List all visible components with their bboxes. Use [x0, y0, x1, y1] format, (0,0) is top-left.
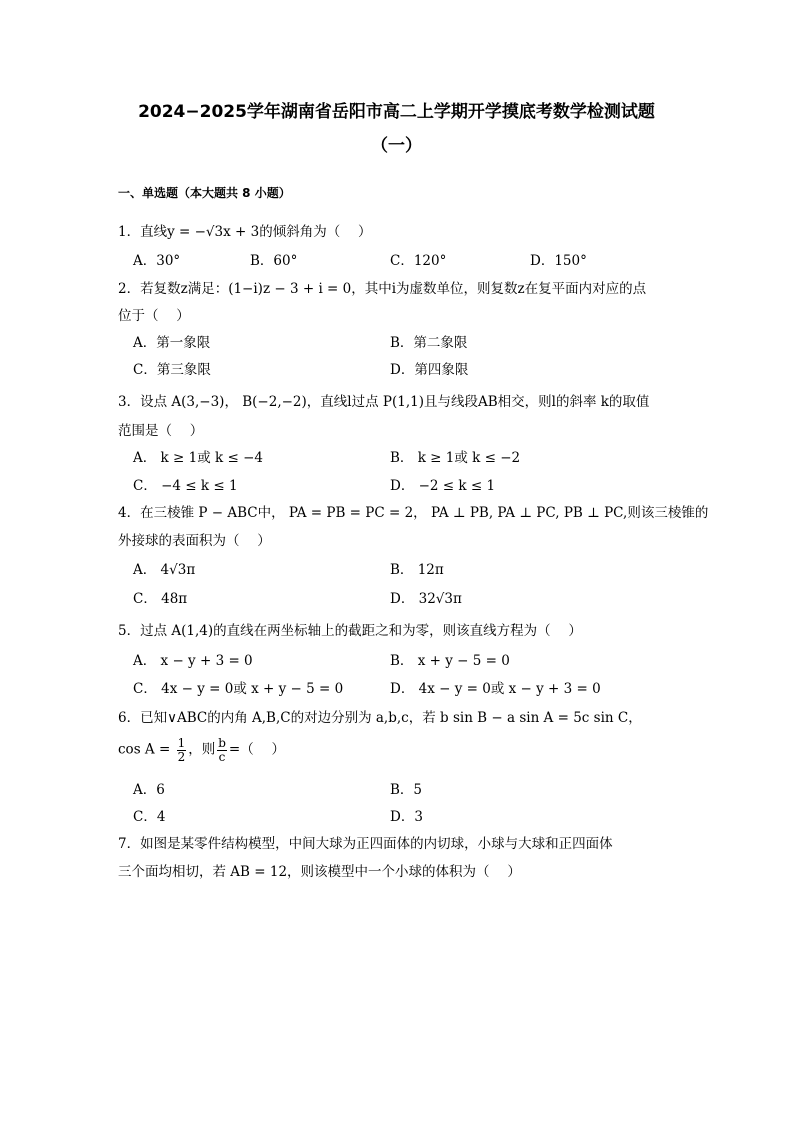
question-1-text: 1．直线y = −√3x + 3的倾斜角为（ ） [118, 224, 372, 240]
question-6-option-a[interactable]: A．6 [133, 782, 165, 798]
question-2-text-cont: 位于（ ） [118, 308, 190, 324]
question-3-option-a[interactable]: A． k ≥ 1或 k ≤ −4 [133, 450, 263, 466]
question-5-text: 5．过点 A(1,4)的直线在两坐标轴上的截距之和为零，则该直线方程为（ ） [118, 623, 582, 639]
cos-label: cos A = [118, 741, 171, 758]
question-3-option-c[interactable]: C． −4 ≤ k ≤ 1 [133, 478, 238, 494]
question-5-option-c[interactable]: C． 4x − y = 0或 x + y − 5 = 0 [133, 681, 344, 697]
fraction-b-over-c [217, 737, 227, 763]
question-3-option-b[interactable]: B． k ≥ 1或 k ≤ −2 [390, 450, 521, 466]
question-5-option-a[interactable]: A． x − y + 3 = 0 [133, 653, 253, 669]
then-label: ，则 [188, 741, 216, 758]
question-7-text-cont: 三个面均相切，若 AB = 12，则该模型中一个小球的体积为（ ） [118, 864, 521, 880]
question-4-option-b[interactable]: B． 12π [390, 562, 444, 578]
question-6-tail: =（ ） [228, 741, 285, 758]
question-1-option-a[interactable]: A．30° [133, 253, 181, 269]
question-1-option-b[interactable]: B．60° [250, 253, 298, 269]
question-7-text: 7．如图是某零件结构模型，中间大球为正四面体的内切球，小球与大球和正四面体 [118, 836, 613, 852]
question-6-option-d[interactable]: D．3 [390, 809, 423, 825]
fraction-denominator: 2 [177, 749, 186, 764]
exam-title: 2024−2025学年湖南省岳阳市高二上学期开学摸底考数学检测试题 [138, 102, 655, 122]
question-1-option-c[interactable]: C．120° [390, 253, 447, 269]
question-6-option-c[interactable]: C．4 [133, 809, 166, 825]
exam-title-subtitle: （一） [371, 136, 422, 156]
fraction-numerator: 1 [177, 736, 186, 750]
fraction-numerator: b [218, 736, 226, 750]
question-4-text: 4．在三棱锥 P − ABC中， PA = PB = PC = 2， PA ⊥ PB, PA ⊥ PC, PB ⊥ PC,则该三棱锥的 [118, 505, 709, 521]
section-heading: 一、单选题（本大题共 8 小题） [118, 186, 291, 200]
question-5-option-d[interactable]: D． 4x − y = 0或 x − y + 3 = 0 [390, 681, 601, 697]
question-6-text: 6．已知∨ABC的内角 A,B,C的对边分别为 a,b,c，若 b sin B − a sin A = 5c sin C， [118, 710, 642, 726]
question-4-option-a[interactable]: A． 4√3π [133, 562, 196, 578]
question-2-option-b[interactable]: B．第二象限 [390, 335, 468, 351]
question-1-option-d[interactable]: D．150° [530, 253, 587, 269]
question-3-text: 3．设点 A(3,−3)， B(−2,−2)，直线l过点 P(1,1)且与线段AB相交，则l的斜率 k的取值 [118, 394, 650, 410]
question-6-option-b[interactable]: B．5 [390, 782, 423, 798]
question-2-option-d[interactable]: D．第四象限 [390, 362, 469, 378]
question-4-option-c[interactable]: C． 48π [133, 591, 188, 607]
question-2-text: 2．若复数z满足：(1−i)z − 3 + i = 0，其中i为虚数单位，则复数z在复平面内对应的点 [118, 281, 647, 297]
question-3-text-cont: 范围是（ ） [118, 423, 204, 439]
question-2-option-c[interactable]: C．第三象限 [133, 362, 211, 378]
question-5-option-b[interactable]: B． x + y − 5 = 0 [390, 653, 510, 669]
question-4-option-d[interactable]: D． 32√3π [390, 591, 462, 607]
question-4-text-cont: 外接球的表面积为（ ） [118, 533, 271, 549]
question-2-option-a[interactable]: A．第一象限 [133, 335, 211, 351]
question-6-condition [118, 737, 285, 763]
question-3-option-d[interactable]: D． −2 ≤ k ≤ 1 [390, 478, 496, 494]
fraction-one-half [177, 737, 187, 763]
fraction-denominator: c [218, 749, 226, 764]
